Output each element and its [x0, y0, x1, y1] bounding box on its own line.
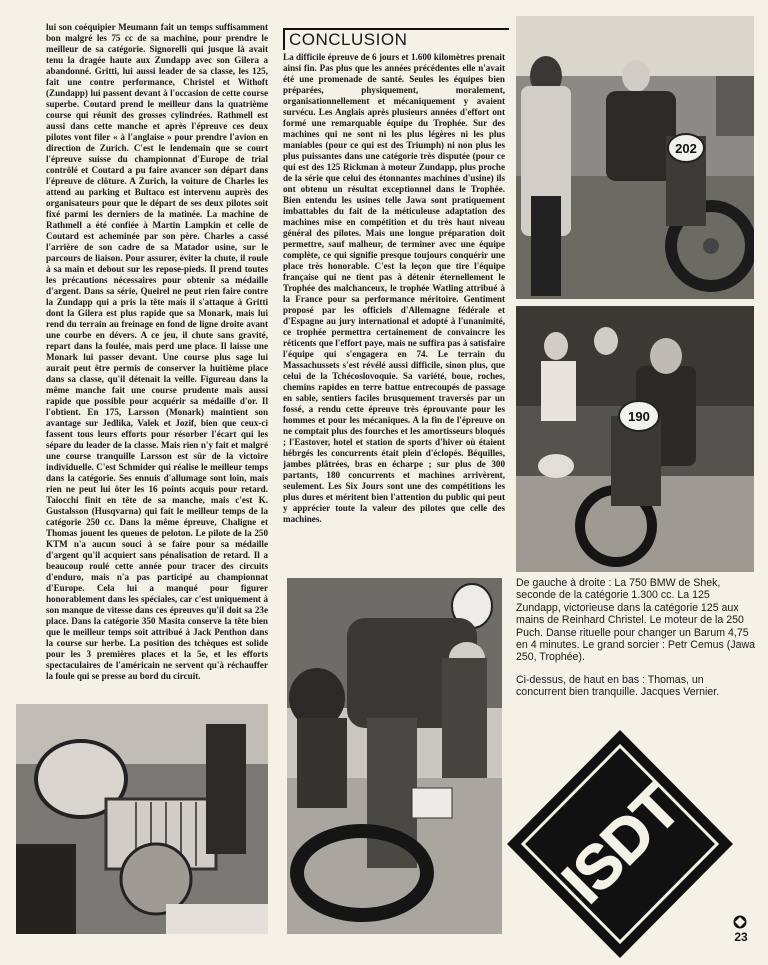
page-marker-icon	[733, 915, 747, 929]
conclusion-heading: CONCLUSION	[283, 28, 509, 50]
caption-left-to-right: De gauche à droite : La 750 BMW de Shek, seconde de la catégorie 1.300 cc. La 125 Zundapp, victorieuse dans la catégorie 125 aux mains de Reinhard Christel. Le moteur de la 250 Puch. Danse rituelle pour changer un Barum 4,75 en 4 minutes. Le grand sorcier : Petr Cemus (Jawa 250, Trophée).	[516, 577, 756, 664]
photo-rider-202	[516, 16, 754, 299]
isdt-logo-text: ISDT	[549, 773, 693, 917]
article-column-2	[283, 52, 505, 525]
page-number: 23	[734, 930, 748, 944]
article-text-col2: La difficile épreuve de 6 jours et 1.600 kilomètres prenait ainsi fin. Pas plus que les années précédentes elle n'avait été une promenade de santé. Seules les équipes bien préparées, physiquement, moralement, organisationnellement et mécaniquement y avaient survécu. Les Anglais après plusieurs années d'effort ont formé une remarquable équipe du Trophée. Sur des machines qui ne sont ni les plus légères ni les plus maniables (pour ce qui est des Triumph) ni non plus les plus puissantes dans une catégorie très disputée (pour ce qui est des 125 Rickman à moteur Zundapp, plus proche de la série que celui des étonnantes machines d'usine) ils ont obtenu un résultat exceptionnel dans le Trophée. Bien entendu les usines telle Jawa sont pratiquement imbattables du fait de la méticuleuse adaptation des machines mise en compétition et du très haut niveau général des pilotes. Mais une longue préparation doit permettre, sauf malheur, de terminer avec une équipe complète, ce qui signifie presque toujours conquérir une place très honorable. C'est la leçon que tire l'équipe française qui ne tient pas à détenir éternellement le Trophée des malchanceux, le trophée Watling attribué à la France pour sa performance méritoire. Gentiment proposé par les officiels d'Allemagne fédérale et d'Espagne au jury international et adopté à l'unanimité, ce trophée permettra certainement de convaincre les réticents que l'effort paye, mais ne suffira pas à satisfaire l'équipe qui s'engagera en 74. Le terrain du Massachussets s'est révélé aussi difficile, sinon plus, que celui de la Tchécoslovoquie. Sa variété, boue, roches, chemins rapides en terre battue entrecoupés de passage en sable, sentiers faciles brusquement traversés par un fossé, a rendu cette épreuve très éprouvante pour les hommes et pour les mécaniques. A la fin de l'épreuve on ne comptait plus des fourches et les amortisseurs bloqués ; l'Eastover, hotel et station de sports d'hiver où étaient hébrgés les concurrents était plein d'éclopés. Béquilles, jambes plâtrées, bras en écharpe ; sur plus de 300 partants, 180 concurrents et machines arrivèrent, seulement. Les Six Jours sont une des compétitions les plus dures et méritent bien l'attention du public qui peut y apprécier toute la valeur des pilotes que celle des machines.	[283, 52, 505, 524]
isdt-logo	[505, 728, 735, 960]
rider-number-202: 202	[675, 141, 697, 156]
photo-rider-190	[516, 306, 754, 572]
rider-number-190: 190	[628, 409, 650, 424]
article-text-col1: lui son coéquipier Meumann fait un temps suffisamment bon malgré les 75 cc de sa machine, pour prendre le meilleur de sa catégorie. Signorelli qui jusque là avait tenu la dragée haute aux Zundapp avec son Gilera a abandonné. Gritti, lui aussi leader de sa classe, les 125, fait une contre performance, Christel et Withoft (Zundapp) lui passent devant à l'occasion de cette course superbe. Coutard prend le meilleur dans la quatrième course qui réunit des grosses cylindrées. Rathmell est aussi dans cette manche et après l'épreuve ces deux pilotes vont filer « à l'anglaise » pour prendre l'avion en direction de Zurich. C'est le lendemain que se court l'épreuve suisse du championnat d'Europe de trial contrôlé et Coutard a pu faire avancer son départ dans l'épreuve de clôture. A Zurich, la voiture de Charles les attend au parking et Bultaco est intervenu auprès des organisateurs pour que le départ de ses deux pilotes soit fixé parmi les derniers de la matinée. La machine de Rathmell a été confiée à Martin Lampkin et celle de Coutard est acheminée par son père. Charles a cassé l'arrière de son cadre de sa Matador usine, sur le parcours de liaison. Pour assurer, éviter la chute, il roule à sa main et debout sur les repose-pieds. Il prend toutes les précautions nécessaires pour obtenir sa médaille d'argent. Dans sa série, Queirel ne peut rien faire contre la Zundapp qui a pris la tête mais il s'attaque à Gritti dont la Gilera est plus rapide que sa Monark, mais lui rend du terrain au freinage en fond de ligne droite avant une courbe en dévers. A ce jeu, il chute sans gravité, repart dans la foulée, mais perd une place. Il laisse une Monark lui passer devant. Une course plus sage lui aurait peut être permis de conserver la huitième place dans sa classe, qu'il détenait la veille. Figureau dans la même manche fait une course prudente mais aussi rapide que possible pour acquérir sa médaille d'or. Il l'obtient. En 175, Larsson (Monark) maintient son avantage sur Jedlika, Valek et Jozif, bien que ceux-ci fassent tous leurs efforts pour résorber l'écart qui les sépare du leader de la classe. Mais rien n'y fait et malgré une course tranquille Larsson est sûr de la victoire individuelle. C'est Schmider qui réalise le meilleur temps dans la catégorie. Ses ennuis d'allumage sont loin, mais rien ne peut lui ôter les 16 points acquis pour retard. Taiocchi finit en tête de sa manche, mais c'est K. Gustalsson (Husqvarna) qui fait le meilleur temps de la catégorie 250 cc. Dans la même épreuve, Chaligne et Thomas jouent les queues de peloton. Le pilote de la 250 KTM n'a aucun souci à se faire pour sa médaille d'argent qu'il acquiert sans pénalisation de retard. Il a beaucoup roulé cette année pour tracer des circuits d'enduro, mais n'a pas participé au championnat d'Europe. Cela lui a manqué pour figurer honorablement dans les spéciales, car c'est uniquement à son manque de vitesse dans ces épreuves qu'il doit sa 23e place. Dans la catégorie 350 Masita conserve la tête bien que le meilleur temps soit attribué à Jack Penthon dans la course sur herbe. La position des tchèques est solide pour les 3 premières places et la 5e, et les efforts spectaculaires de l'américain ne servent qu'à réchauffer la foule qui se presse au bord du circuit.	[46, 22, 268, 681]
photo-caption	[516, 577, 756, 699]
caption-top-to-bottom: Ci-dessus, de haut en bas : Thomas, un concurrent bien tranquille. Jacques Vernier.	[516, 673, 720, 699]
photo-tire-change	[287, 578, 502, 934]
photo-puch-engine	[16, 704, 268, 934]
article-column-1	[46, 22, 268, 682]
